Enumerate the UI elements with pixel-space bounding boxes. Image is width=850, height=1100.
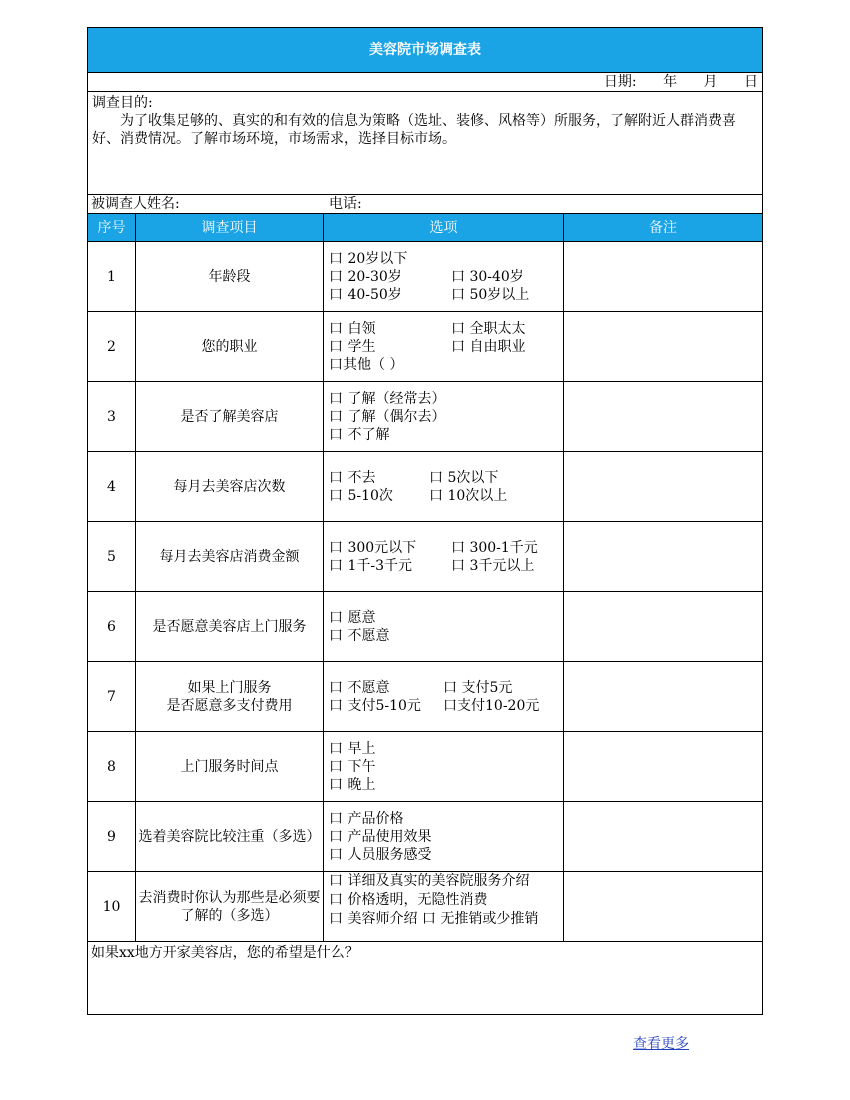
option-line bbox=[329, 609, 563, 627]
checkbox-option[interactable]: 口 了解（偶尔去） bbox=[329, 408, 446, 425]
respondent-row bbox=[88, 195, 763, 214]
table-row bbox=[88, 452, 763, 522]
item-options bbox=[324, 522, 564, 592]
table-row bbox=[88, 592, 763, 662]
survey-items bbox=[88, 242, 763, 942]
table-row bbox=[88, 312, 763, 382]
item-number: 5 bbox=[88, 522, 136, 592]
option-line bbox=[329, 846, 563, 864]
table-row bbox=[88, 522, 763, 592]
item-number: 9 bbox=[88, 802, 136, 872]
item-notes[interactable] bbox=[564, 242, 763, 312]
item-question: 是否了解美容店 bbox=[136, 382, 324, 452]
option-line bbox=[329, 390, 563, 408]
purpose-section bbox=[88, 92, 763, 195]
date-month: 月 bbox=[703, 74, 718, 90]
checkbox-option[interactable]: 口 20-30岁 bbox=[329, 268, 402, 285]
checkbox-option[interactable]: 口 了解（经常去） bbox=[329, 390, 446, 407]
option-line bbox=[329, 828, 563, 846]
item-number: 7 bbox=[88, 662, 136, 732]
item-notes[interactable] bbox=[564, 662, 763, 732]
option-line bbox=[329, 426, 563, 444]
checkbox-option[interactable]: 口 产品使用效果 bbox=[329, 828, 432, 845]
option-line bbox=[329, 810, 563, 828]
item-options bbox=[324, 592, 564, 662]
item-notes[interactable] bbox=[564, 592, 763, 662]
item-number: 8 bbox=[88, 732, 136, 802]
item-options bbox=[324, 872, 564, 942]
item-number: 1 bbox=[88, 242, 136, 312]
table-row bbox=[88, 872, 763, 942]
option-line bbox=[329, 740, 563, 758]
option-line bbox=[329, 286, 563, 304]
item-number: 2 bbox=[88, 312, 136, 382]
item-question: 是否愿意美容店上门服务 bbox=[136, 592, 324, 662]
checkbox-option[interactable]: 口 不了解 bbox=[329, 426, 390, 443]
item-options bbox=[324, 802, 564, 872]
survey-form bbox=[87, 27, 763, 1015]
checkbox-option[interactable]: 口 早上 bbox=[329, 740, 376, 757]
checkbox-option[interactable]: 口 详细及真实的美容院服务介绍 bbox=[329, 873, 530, 889]
table-row bbox=[88, 382, 763, 452]
checkbox-option[interactable]: 口 不愿意 bbox=[329, 627, 390, 644]
checkbox-option[interactable]: 口 300元以下 bbox=[329, 539, 417, 556]
checkbox-option[interactable]: 口 学生 bbox=[329, 338, 376, 355]
option-line bbox=[329, 679, 563, 697]
col-header-options: 选项 bbox=[324, 214, 564, 242]
item-options bbox=[324, 452, 564, 522]
option-line bbox=[329, 539, 563, 557]
checkbox-option[interactable]: 口 40-50岁 bbox=[329, 286, 402, 303]
option-line bbox=[329, 776, 563, 794]
checkbox-option[interactable]: 口 白领 bbox=[329, 320, 376, 337]
table-row bbox=[88, 662, 763, 732]
option-line bbox=[329, 910, 563, 929]
option-line bbox=[329, 469, 563, 487]
checkbox-option[interactable]: 口 不愿意 bbox=[329, 679, 390, 696]
date-day: 日 bbox=[744, 74, 758, 90]
item-notes[interactable] bbox=[564, 802, 763, 872]
option-line bbox=[329, 408, 563, 426]
final-question: 如果xx地方开家美容店，您的希望是什么？ bbox=[88, 942, 763, 1015]
option-line bbox=[329, 557, 563, 575]
checkbox-option[interactable]: 口 支付5-10元 bbox=[329, 697, 421, 714]
option-line bbox=[329, 627, 563, 645]
checkbox-option[interactable]: 口 产品价格 bbox=[329, 810, 404, 827]
option-line bbox=[329, 891, 563, 910]
checkbox-option[interactable]: 口其他（ ） bbox=[329, 356, 404, 373]
option-line bbox=[329, 320, 563, 338]
item-number: 10 bbox=[88, 872, 136, 942]
checkbox-option[interactable]: 口 价格透明，无隐性消费 bbox=[329, 892, 488, 908]
item-notes[interactable] bbox=[564, 312, 763, 382]
item-options bbox=[324, 382, 564, 452]
item-question: 选着美容院比较注重（多选） bbox=[136, 802, 324, 872]
col-header-notes: 备注 bbox=[564, 214, 763, 242]
checkbox-option[interactable]: 口 支付5元 bbox=[443, 679, 513, 696]
purpose-body: 为了收集足够的、真实的和有效的信息为策略（选址、装修、风格等）所服务，了解附近人群消费喜好、消费情况。了解市场环境，市场需求，选择目标市场。 bbox=[92, 113, 736, 147]
table-row bbox=[88, 802, 763, 872]
purpose-heading: 调查目的: bbox=[92, 95, 153, 111]
checkbox-option[interactable]: 口 自由职业 bbox=[451, 338, 526, 355]
item-notes[interactable] bbox=[564, 732, 763, 802]
table-row bbox=[88, 732, 763, 802]
view-more-link[interactable]: 查看更多 bbox=[633, 1036, 689, 1052]
item-question: 去消费时你认为那些是必须要了解的（多选） bbox=[136, 872, 324, 942]
option-line bbox=[329, 697, 563, 715]
checkbox-option[interactable]: 口 5-10次 bbox=[329, 487, 393, 504]
option-line bbox=[329, 872, 563, 891]
column-header-row bbox=[88, 214, 763, 242]
checkbox-option[interactable]: 口 5次以下 bbox=[429, 469, 499, 486]
option-line bbox=[329, 356, 563, 374]
checkbox-option[interactable]: 口 10次以上 bbox=[429, 487, 508, 504]
item-question: 年龄段 bbox=[136, 242, 324, 312]
item-question: 您的职业 bbox=[136, 312, 324, 382]
date-year: 年 bbox=[663, 74, 678, 90]
col-header-num: 序号 bbox=[88, 214, 136, 242]
item-number: 6 bbox=[88, 592, 136, 662]
option-line bbox=[329, 268, 563, 286]
option-line bbox=[329, 338, 563, 356]
checkbox-option[interactable]: 口 1千-3千元 bbox=[329, 557, 412, 574]
item-options bbox=[324, 662, 564, 732]
respondent-name-label: 被调查人姓名: bbox=[91, 196, 180, 212]
form-title: 美容院市场调查表 bbox=[88, 28, 763, 73]
item-notes[interactable] bbox=[564, 382, 763, 452]
respondent-phone-label: 电话: bbox=[329, 196, 362, 212]
checkbox-option[interactable]: 口 不去 bbox=[329, 469, 376, 486]
date-line bbox=[88, 73, 763, 92]
checkbox-option[interactable]: 口 全职太太 bbox=[451, 320, 526, 337]
item-options bbox=[324, 312, 564, 382]
item-options bbox=[324, 732, 564, 802]
option-line bbox=[329, 487, 563, 505]
checkbox-option[interactable]: 口支付10-20元 bbox=[443, 697, 540, 714]
item-question: 上门服务时间点 bbox=[136, 732, 324, 802]
table-row bbox=[88, 242, 763, 312]
item-options bbox=[324, 242, 564, 312]
item-question: 每月去美容店次数 bbox=[136, 452, 324, 522]
item-notes[interactable] bbox=[564, 452, 763, 522]
item-question: 如果上门服务 是否愿意多支付费用 bbox=[136, 662, 324, 732]
checkbox-option[interactable]: 口 愿意 bbox=[329, 609, 376, 626]
checkbox-option[interactable]: 口 人员服务感受 bbox=[329, 846, 432, 863]
checkbox-option[interactable]: 口 美容师介绍 口 无推销或少推销 bbox=[329, 911, 539, 927]
col-header-item: 调查项目 bbox=[136, 214, 324, 242]
item-notes[interactable] bbox=[564, 872, 763, 942]
option-line bbox=[329, 758, 563, 776]
item-question: 每月去美容店消费金额 bbox=[136, 522, 324, 592]
checkbox-option[interactable]: 口 20岁以下 bbox=[329, 250, 408, 267]
checkbox-option[interactable]: 口 300-1千元 bbox=[451, 539, 538, 556]
checkbox-option[interactable]: 口 下午 bbox=[329, 758, 376, 775]
checkbox-option[interactable]: 口 晚上 bbox=[329, 776, 376, 793]
item-notes[interactable] bbox=[564, 522, 763, 592]
checkbox-option[interactable]: 口 50岁以上 bbox=[451, 286, 530, 303]
item-number: 3 bbox=[88, 382, 136, 452]
option-line bbox=[329, 250, 563, 268]
checkbox-option[interactable]: 口 3千元以上 bbox=[451, 557, 535, 574]
item-number: 4 bbox=[88, 452, 136, 522]
date-label: 日期: bbox=[603, 74, 637, 90]
checkbox-option[interactable]: 口 30-40岁 bbox=[451, 268, 524, 285]
